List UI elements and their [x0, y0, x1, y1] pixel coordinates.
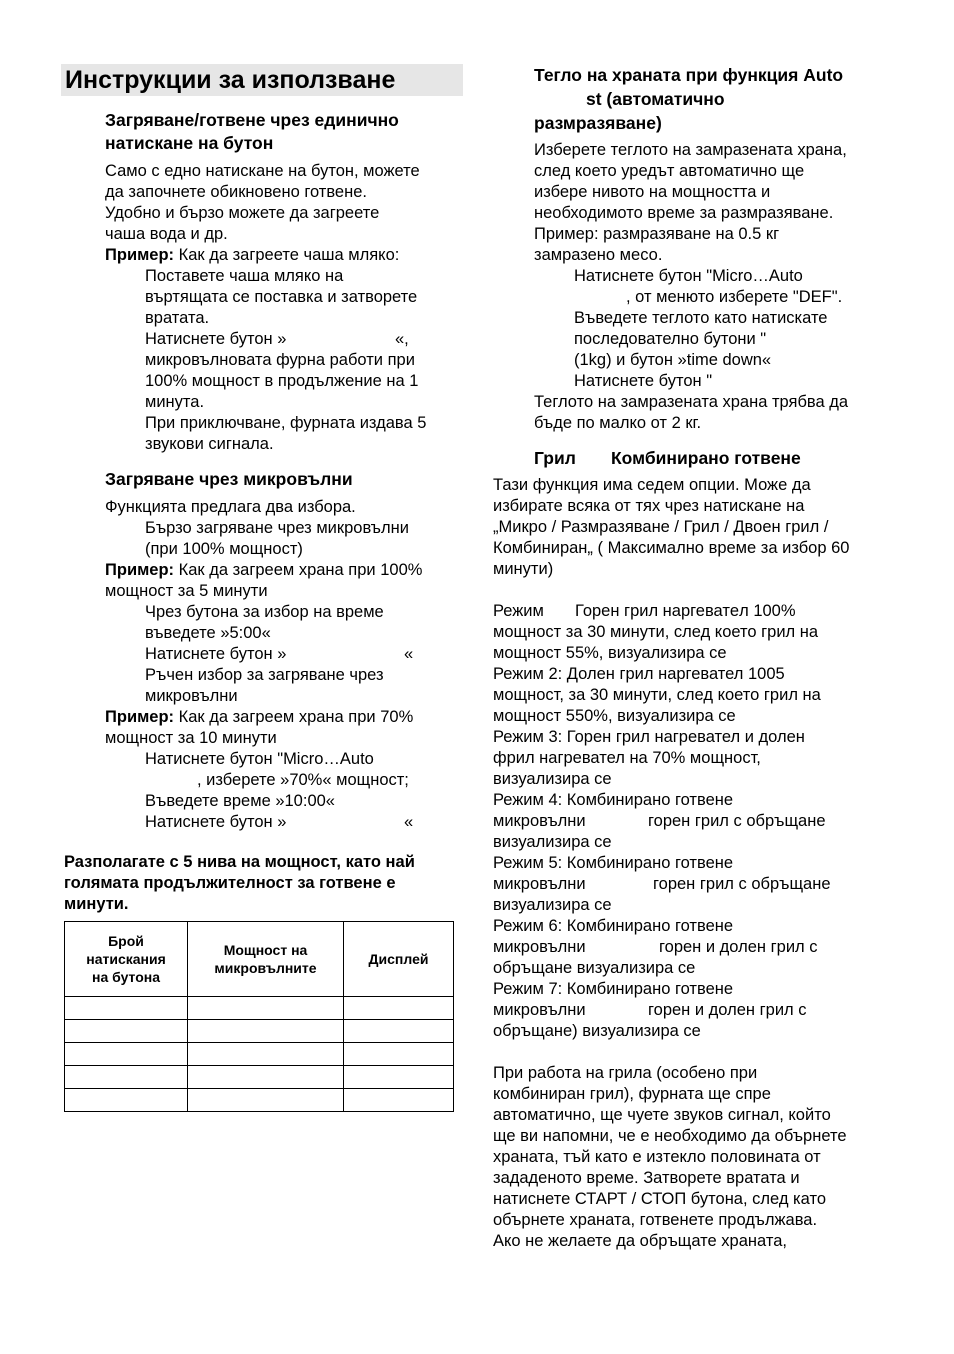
power-note-2: голямата продължителност за готвене е — [64, 874, 396, 892]
one-touch-step-6: 100% мощност в продължение на 1 — [145, 372, 419, 390]
table-row — [65, 1089, 454, 1112]
power-note-1: Разполагате с 5 нива на мощност, като най — [64, 853, 415, 871]
one-touch-step-5: микровълновата фурна работи при — [145, 351, 415, 369]
one-touch-step-7: минута. — [145, 393, 205, 411]
microwave-steps1-1: Чрез бутона за избор на време — [145, 603, 384, 621]
defrost-text-4: необходимото време за размразяване. — [534, 204, 834, 222]
mode2-a: Режим 2: Долен грил наргевател 1005 — [493, 665, 785, 683]
table-row — [65, 1020, 454, 1043]
grill-intro-1: Тази функция има седем опции. Може да — [493, 476, 811, 494]
grill-intro-2: избирате всяка от тях чрез натискане на — [493, 497, 805, 515]
microwave-intro: Функцията предлага два избора. — [105, 498, 356, 516]
one-touch-intro-4: чаша вода и др. — [105, 225, 228, 243]
microwave-steps2-4b: « — [404, 813, 414, 831]
one-touch-step-4b: «, — [395, 330, 409, 348]
mode3-c: визуализира се — [493, 770, 612, 788]
header-power: Мощност на микровълните — [188, 922, 344, 997]
header-presses: Брой натискания на бутона — [65, 922, 188, 997]
one-touch-step-8: При приключване, фурната издава 5 — [145, 414, 427, 432]
grill-intro-3: „Микро / Размразяване / Грил / Двоен грил / — [493, 518, 829, 536]
one-touch-step-1: Поставете чаша мляко на — [145, 267, 344, 285]
header-display: Дисплей — [344, 922, 454, 997]
example-label: Пример: — [105, 246, 175, 264]
defrost-text-6: замразено месо. — [534, 246, 663, 264]
mode6-d: обръщане визуализира се — [493, 959, 696, 977]
power-table — [64, 921, 454, 1112]
microwave-fast-2: (при 100% мощност) — [145, 540, 303, 558]
grill-outro-6: зададеното време. Затворете вратата и — [493, 1169, 800, 1187]
defrost-step-4: последователно бутони " — [574, 330, 767, 348]
mode4-c: горен грил с обръщане — [648, 812, 826, 830]
table-row — [65, 1043, 454, 1066]
mode1-b: Горен грил наргеватeл 100% — [575, 602, 796, 620]
grill-outro-5: храната, тъй като е изтекло половината от — [493, 1148, 821, 1166]
microwave-steps1-3: Натиснете бутон » — [145, 645, 287, 663]
defrost-note-2: бъде по малко от 2 кг. — [534, 414, 702, 432]
microwave-steps1-4: Ръчен избор за загряване чрез — [145, 666, 384, 684]
mode5-c: горен грил с обръщане — [653, 875, 831, 893]
one-touch-step-4: Натиснете бутон » — [145, 330, 287, 348]
mode7-d: обръщане) визуализира се — [493, 1022, 701, 1040]
microwave-steps2-2: , изберете »70%« мощност; — [197, 771, 409, 789]
mode6-c: горен и долен грил с — [659, 938, 818, 956]
grill-outro-9: Ако не желаете да обръщате храната, — [493, 1232, 787, 1250]
table-row — [65, 1066, 454, 1089]
mode5-b: микровълни — [493, 875, 586, 893]
one-touch-heading-2: натискане на бутон — [105, 133, 274, 153]
microwave-steps2-3: Въведете време »10:00« — [145, 792, 335, 810]
mode6-a: Режим 6: Комбинирано готвене — [493, 917, 734, 935]
grill-heading-a: Грил — [534, 448, 576, 468]
mode5-d: визуализира се — [493, 896, 612, 914]
microwave-example1 — [105, 560, 422, 581]
mode7-b: микровълни — [493, 1001, 586, 1019]
grill-outro-1: При работа на грила (особено при — [493, 1064, 758, 1082]
page-title: Инструкции за използване — [65, 66, 396, 94]
one-touch-intro-1: Само с едно натискане на бутон, можете — [105, 162, 420, 180]
mode4-d: визуализира се — [493, 833, 612, 851]
defrost-text-3: избере нивото на мощността и — [534, 183, 771, 201]
mode3-b: фрил нагревател на 70% мощност, — [493, 749, 761, 767]
mode4-a: Режим 4: Комбинирано готвене — [493, 791, 734, 809]
table-row — [65, 997, 454, 1020]
grill-intro-5: минути) — [493, 560, 554, 578]
grill-heading-b: Комбинирано готвене — [611, 448, 801, 468]
mode3-a: Режим 3: Горен грил нагревател и долен — [493, 728, 805, 746]
microwave-steps2-1: Натиснете бутон "Micro…Auto — [145, 750, 374, 768]
grill-outro-3: автоматично, ще чуете звуков сигнал, който — [493, 1106, 831, 1124]
mode1-c: мощност за 30 минути, след което грил на — [493, 623, 819, 641]
mode2-c: мощност 550%, визуализира се — [493, 707, 736, 725]
mode5-a: Режим 5: Комбинирано готвене — [493, 854, 734, 872]
example1-label: Пример: — [105, 561, 175, 579]
microwave-example1-2: мощност за 5 минути — [105, 582, 268, 600]
example2-label: Пример: — [105, 708, 175, 726]
defrost-text-1: Изберете теглото на замразената храна, — [534, 141, 847, 159]
mode6-b: микровълни — [493, 938, 586, 956]
mode7-a: Режим 7: Комбинирано готвене — [493, 980, 734, 998]
defrost-heading-3: размразяване) — [534, 113, 662, 133]
microwave-steps1-3b: « — [404, 645, 414, 663]
grill-outro-8: обърнете храната, готвенете продължава. — [493, 1211, 818, 1229]
example1-text: Как да загреем храна при 100% — [174, 561, 423, 579]
table-header-row — [65, 922, 454, 997]
microwave-steps1-5: микровълни — [145, 687, 238, 705]
defrost-step-3: Въведете теглото като натискате — [574, 309, 828, 327]
one-touch-step-2: въртящата се поставка и затворете — [145, 288, 418, 306]
one-touch-heading-1: Загряване/готвене чрез единично — [105, 110, 399, 130]
one-touch-example — [105, 245, 399, 266]
mode1-d: мощност 55%, визуализира се — [493, 644, 727, 662]
defrost-step-2: , от менюто изберете "DEF". — [626, 288, 843, 306]
mode4-b: микровълни — [493, 812, 586, 830]
grill-outro-4: ще ви напомни, че е необходимо да обърнете — [493, 1127, 847, 1145]
microwave-example2 — [105, 707, 413, 728]
one-touch-step-3: вратата. — [145, 309, 210, 327]
grill-outro-2: комбиниран грил), фурната ще спре — [493, 1085, 771, 1103]
grill-intro-4: Комбиниран„ ( Максимално време за избор 60 — [493, 539, 850, 557]
example2-text: Как да загреем храна при 70% — [174, 708, 414, 726]
microwave-steps1-2: въведете »5:00« — [145, 624, 271, 642]
defrost-step-6: Натиснете бутон " — [574, 372, 713, 390]
one-touch-step-9: звукови сигнала. — [145, 435, 274, 453]
microwave-example2-2: мощност за 10 минути — [105, 729, 277, 747]
grill-outro-7: натиснете СТАРТ / СТОП бутона, след като — [493, 1190, 826, 1208]
mode2-b: мощност, за 30 минути, след което грил на — [493, 686, 821, 704]
power-note-3: минути. — [64, 895, 129, 913]
defrost-text-2: след което уредът автоматично ще — [534, 162, 805, 180]
defrost-note-1: Теглото на замразената храна трябва да — [534, 393, 849, 411]
defrost-step-5: (1kg) и бутон »time down« — [574, 351, 772, 369]
mode7-c: горен и долен грил с — [648, 1001, 807, 1019]
microwave-steps2-4: Натиснете бутон » — [145, 813, 287, 831]
defrost-step-1: Натиснете бутон "Micro…Auto — [574, 267, 803, 285]
mode1-a: Режим — [493, 602, 544, 620]
defrost-text-5: Пример: размразяване на 0.5 кг — [534, 225, 780, 243]
one-touch-intro-2: да започнете обикновено готвене. — [105, 183, 367, 201]
example-text: Как да загреете чаша мляко: — [174, 246, 400, 264]
defrost-heading-2: st (автоматично — [586, 89, 725, 109]
microwave-heading: Загряване чрез микровълни — [105, 469, 353, 489]
one-touch-intro-3: Удобно и бързо можете да загреете — [105, 204, 380, 222]
microwave-fast-1: Бързо загряване чрез микровълни — [145, 519, 409, 537]
defrost-heading-1: Тегло на храната при функция Auto — [534, 65, 844, 85]
